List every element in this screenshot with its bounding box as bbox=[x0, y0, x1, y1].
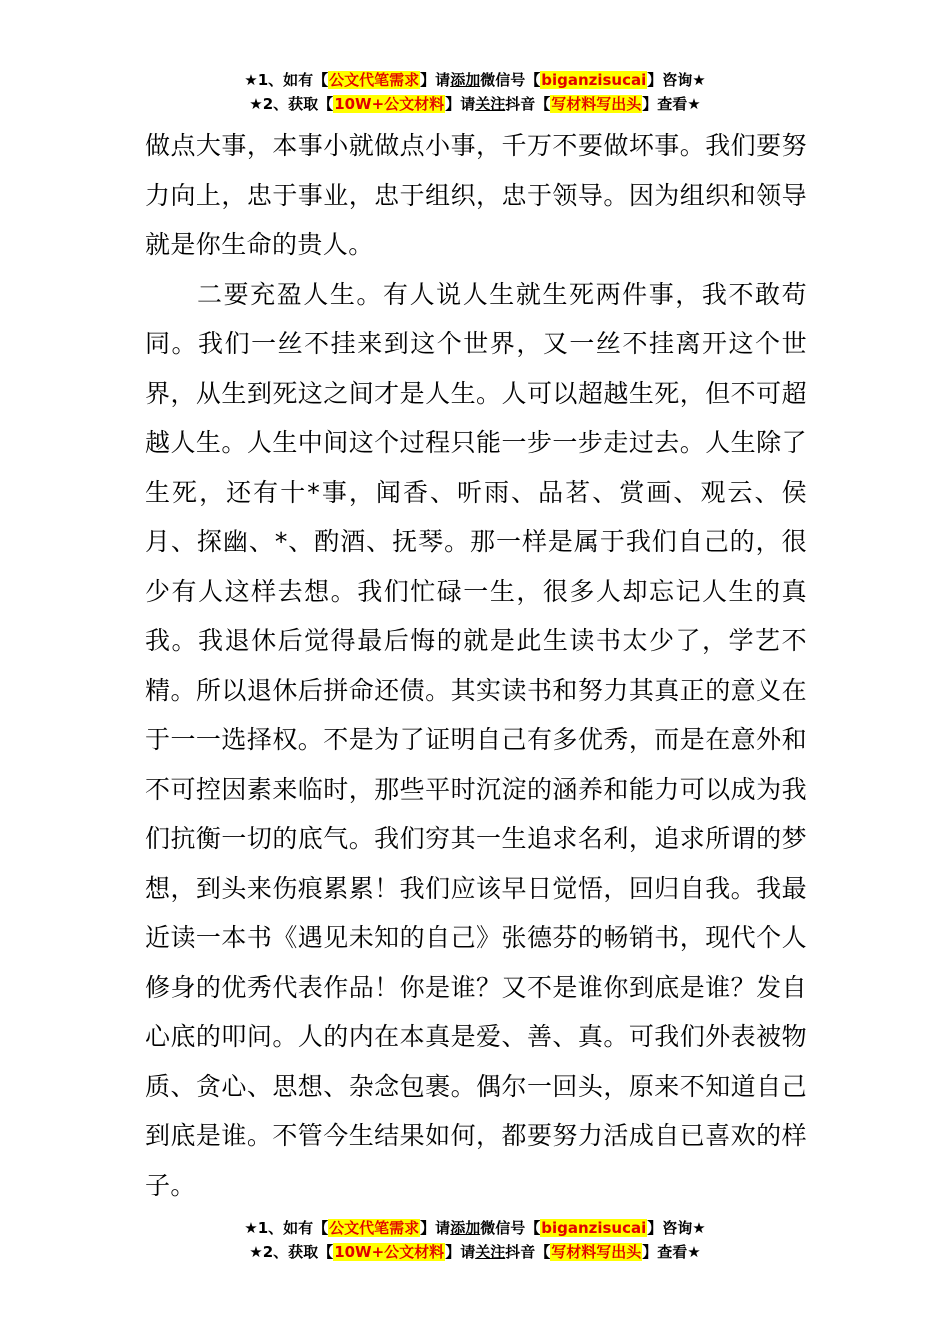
banner-line-2 bbox=[0, 92, 950, 116]
banner-text: 】查看★ bbox=[642, 1243, 701, 1261]
underlined-text: 添加 bbox=[450, 1219, 481, 1237]
footer-banner bbox=[0, 1216, 950, 1264]
banner-line-1 bbox=[0, 1216, 950, 1240]
highlight-text: 公文代笔需求 bbox=[329, 71, 420, 89]
underlined-text: 关注 bbox=[475, 1243, 506, 1261]
highlight-text: 写材料写出头 bbox=[551, 1243, 642, 1261]
underlined-text: 关注 bbox=[475, 95, 506, 113]
header-banner bbox=[0, 68, 950, 116]
banner-text: 】请 bbox=[420, 1219, 451, 1237]
banner-text: 】请 bbox=[420, 71, 451, 89]
banner-text: 抖音【 bbox=[505, 95, 551, 113]
banner-text: ★2、获取【 bbox=[249, 95, 334, 113]
highlight-text: 10W+公文材料 bbox=[334, 95, 445, 113]
body-paragraph: 二要充盈人生。有人说人生就生死两件事，我不敢苟同。我们一丝不挂来到这个世界，又一丝不挂离开这个世界，从生到死这之间才是人生。人可以超越生死，但不可超越人生。人生中间这个过程只能一步一步走过去。人生除了生死，还有十*事，闻香、听雨、品茗、赏画、观云、侯月、探幽、*、酌酒、抚琴。那一样是属于我们自己的，很少有人这样去想。我们忙碌一生，很多人却忘记人生的真我。我退休后觉得最后悔的就是此生读书太少了，学艺不精。所以退休后拼命还债。其实读书和努力其真正的意义在于一一选择权。不是为了证明自己有多优秀，而是在意外和不可控因素来临时，那些平时沉淀的涵养和能力可以成为我们抗衡一切的底气。我们穷其一生追求名利，追求所谓的梦想，到头来伤痕累累！我们应该早日觉悟，回归自我。我最近读一本书《遇见未知的自己》张德芬的畅销书，现代个人修身的优秀代表作品！你是谁？又不是谁你到底是谁？发自心底的叩问。人的内在本真是爱、善、真。可我们外表被物质、贪心、思想、杂念包裹。偶尔一回头，原来不知道自己到底是谁。不管今生结果如何，都要努力活成自已喜欢的样子。 bbox=[145, 279, 807, 1200]
highlight-text: 10W+公文材料 bbox=[334, 1243, 445, 1261]
banner-text: 抖音【 bbox=[505, 1243, 551, 1261]
highlight-text: 写材料写出头 bbox=[551, 95, 642, 113]
underlined-text: 添加 bbox=[450, 71, 481, 89]
banner-text: 】请 bbox=[445, 1243, 476, 1261]
banner-text: 微信号【 bbox=[480, 71, 541, 89]
banner-text: 微信号【 bbox=[480, 1219, 541, 1237]
banner-text: 】查看★ bbox=[642, 95, 701, 113]
banner-line-1 bbox=[0, 68, 950, 92]
banner-text: ★2、获取【 bbox=[249, 1243, 334, 1261]
banner-text: 】咨询★ bbox=[647, 1219, 706, 1237]
banner-text: ★1、如有【 bbox=[244, 71, 329, 89]
body-paragraph: 做点大事，本事小就做点小事，千万不要做坏事。我们要努力向上，忠于事业，忠于组织，忠于领导。因为组织和领导就是你生命的贵人。 bbox=[145, 131, 807, 259]
banner-text: ★1、如有【 bbox=[244, 1219, 329, 1237]
document-body bbox=[145, 121, 807, 1210]
banner-text: 】咨询★ bbox=[647, 71, 706, 89]
highlight-text: biganzisucai bbox=[541, 71, 647, 89]
banner-line-2 bbox=[0, 1240, 950, 1264]
banner-text: 】请 bbox=[445, 95, 476, 113]
highlight-text: biganzisucai bbox=[541, 1219, 647, 1237]
highlight-text: 公文代笔需求 bbox=[329, 1219, 420, 1237]
